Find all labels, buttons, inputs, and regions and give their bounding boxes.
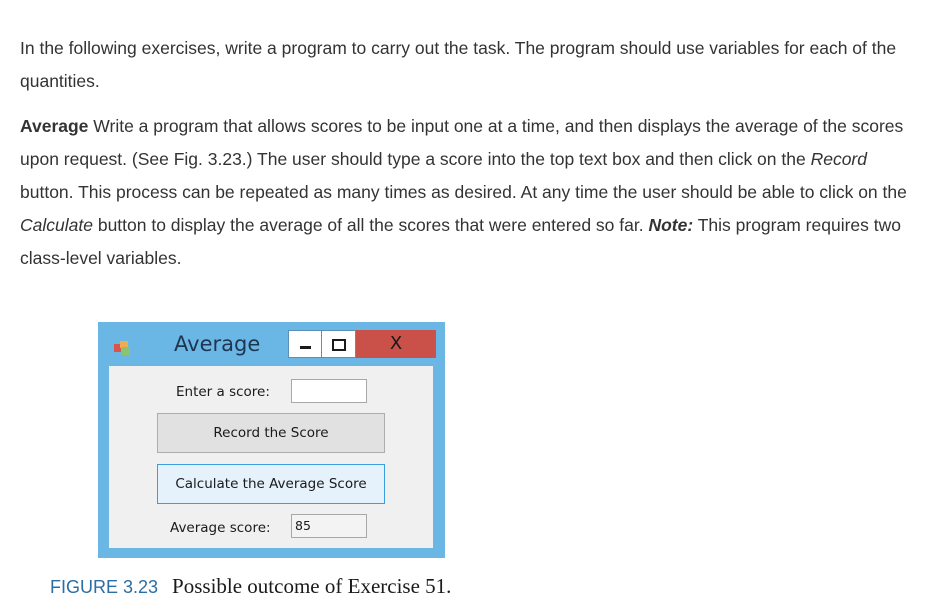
exercise-paragraph (20, 110, 910, 275)
figure-caption (50, 574, 451, 599)
exercise-text-4: This program requires two class-level variables. (20, 215, 901, 268)
record-score-button[interactable]: Record the Score (157, 413, 385, 453)
exercise-text-2: button. This process can be repeated as many times as desired. At any time the user should be able to click on the (20, 182, 907, 202)
record-word: Record (810, 149, 867, 169)
app-icon (114, 341, 132, 355)
note-label: Note: (648, 215, 694, 235)
intro-paragraph (20, 32, 910, 98)
calculate-average-button[interactable]: Calculate the Average Score (157, 464, 385, 504)
window-client-area (109, 366, 433, 548)
title-bar[interactable] (98, 322, 445, 366)
exercise-text-3: button to display the average of all the scores that were entered so far. (92, 215, 649, 235)
window-title: Average (174, 332, 261, 356)
calculate-word: Calculate (20, 215, 93, 235)
intro-text: In the following exercises, write a program to carry out the task. The program should use variables for each of the quantities. (20, 38, 897, 91)
close-icon: X (389, 333, 403, 354)
exercise-text-1: Write a program that allows scores to be input one at a time, and then displays the average of the scores upon request. (See Fig. 3.23.) The user should type a score into the top text box and then click on the (20, 116, 904, 169)
figure-caption-text: Possible outcome of Exercise 51. (172, 574, 452, 598)
average-score-output: 85 (291, 514, 367, 538)
enter-score-label: Enter a score: (176, 384, 270, 400)
close-button[interactable] (356, 330, 436, 358)
exercise-title: Average (20, 116, 89, 136)
score-input[interactable] (291, 379, 367, 403)
average-score-label: Average score: (170, 520, 271, 536)
average-window (98, 322, 445, 558)
maximize-button[interactable] (322, 330, 356, 358)
minimize-button[interactable] (288, 330, 322, 358)
figure-label: FIGURE 3.23 (50, 577, 159, 597)
